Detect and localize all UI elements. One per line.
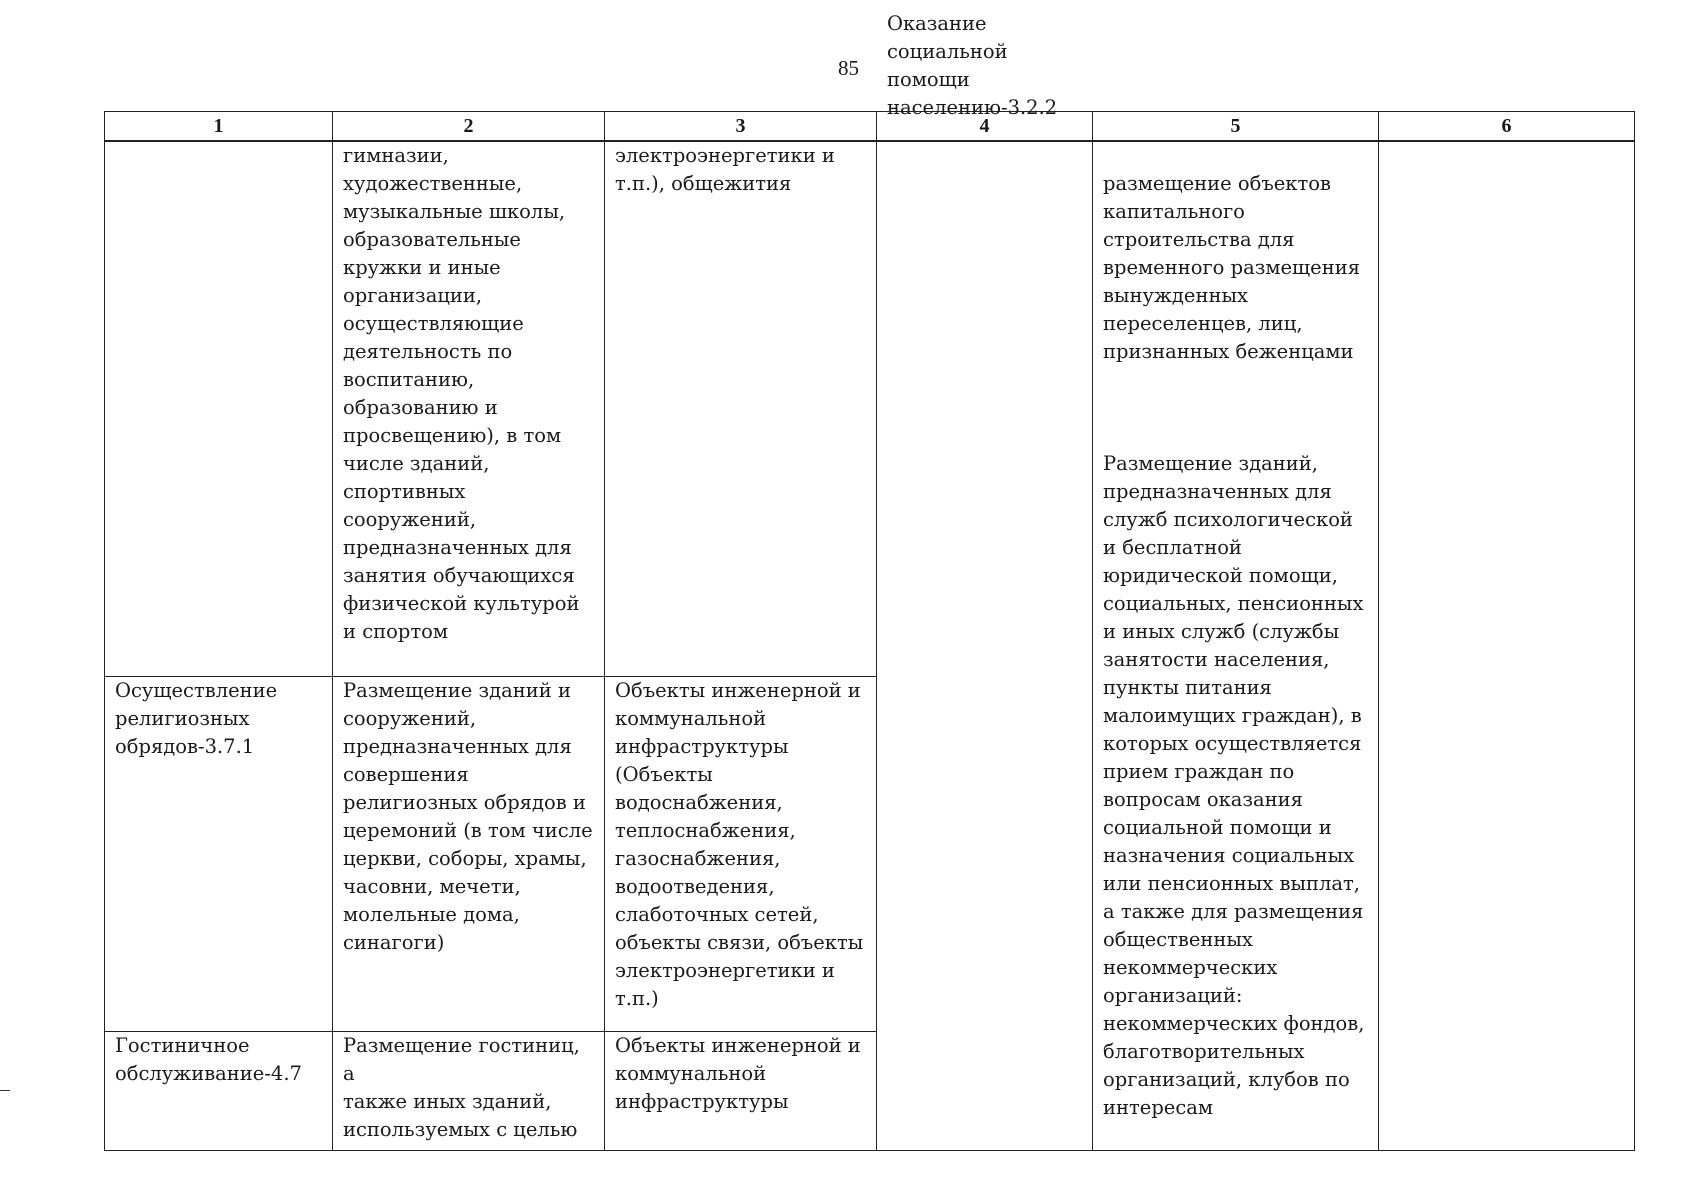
row2-col1: Осуществление религиозных обрядов-3.7.1 [105, 676, 333, 1031]
row1-col2: гимназии, художественные, музыкальные школы, образовательные кружки и иные организации, осуществляющие деятельность по воспитанию, образованию и просвещению), в том числе зданий, спортивных сооружений, предназначенных для занятия обучающихся физической культурой и спортом [333, 141, 605, 676]
table-row [105, 141, 1635, 676]
header-col-3: 3 [605, 112, 877, 142]
header-row [105, 112, 1635, 142]
header-col-1: 1 [105, 112, 333, 142]
row2-col2: Размещение зданий и сооружений, предназначенных для совершения религиозных обрядов и церемоний (в том числе церкви, соборы, храмы, часовни, мечети, молельные дома, синагоги) [333, 676, 605, 1031]
header-col-6: 6 [1379, 112, 1635, 142]
merged-col4-cell [877, 12, 1093, 1151]
paragraph-gap [1103, 394, 1370, 422]
row1-col3: электроэнергетики и т.п.), общежития [605, 141, 877, 676]
merged-col5-text-part1: размещение объектов капитального строительства для временного размещения вынужденных переселенцев, лиц, признанных беженцами [1103, 172, 1361, 363]
row1-col6 [1379, 141, 1635, 1151]
row1-col1 [105, 141, 333, 676]
row3-col1: Гостиничное обслуживание-4.7 [105, 1031, 333, 1150]
merged-col5-text-part2: Размещение зданий, предназначенных для служб психологической и бесплатной юридической помощи, социальных, пенсионных и иных служб (службы занятости населения, пункты питания малоимущих граждан), в которых осуществляется прием граждан по вопросам оказания социальной помощи и назначения социальных или пенсионных выплат, а также для размещения общественных некоммерческих организаций: некоммерческих фондов, благотворительных организаций, клубов по интересам [1103, 452, 1365, 1119]
page-number: 85 [838, 56, 859, 80]
row3-col3: Объекты инженерной и коммунальной инфраструктуры [605, 1031, 877, 1150]
header-col-4: 4 [877, 112, 1093, 142]
header-col-5: 5 [1093, 112, 1379, 142]
row2-col3: Объекты инженерной и коммунальной инфраструктуры (Объекты водоснабжения, теплоснабжения, газоснабжения, водоотведения, слаботочных сетей, объекты связи, объекты электроэнергетики и т.п.) [605, 676, 877, 1031]
margin-mark [0, 1090, 10, 1091]
merged-col4-text: Оказание социальной помощи населению-3.2.2 [887, 12, 1058, 119]
row3-col2: Размещение гостиниц, а также иных зданий, используемых с целью [333, 1031, 605, 1150]
merged-col5-cell [1093, 141, 1379, 1151]
header-col-2: 2 [333, 112, 605, 142]
